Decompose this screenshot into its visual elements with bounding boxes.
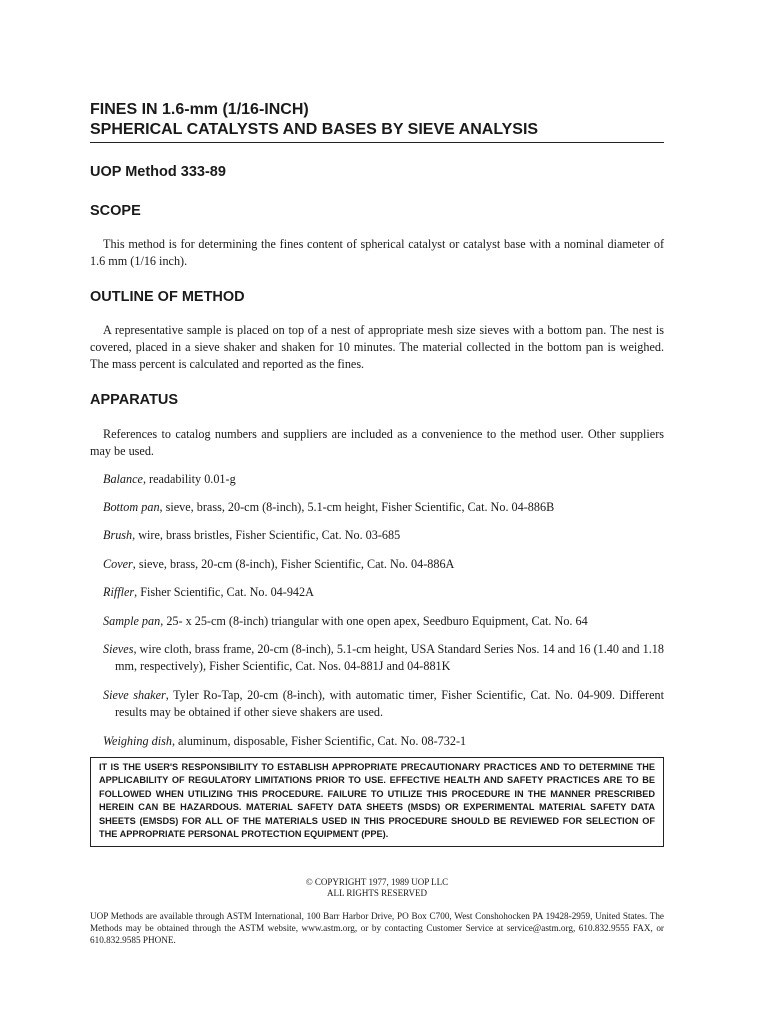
apparatus-item: Sieve shaker, Tyler Ro-Tap, 20-cm (8-inch), with automatic timer, Fisher Scientific, Cat. No. 04-909. Different results may be obtained if other sieve shakers are used.: [103, 688, 664, 719]
apparatus-item: Sample pan, 25- x 25-cm (8-inch) triangular with one open apex, Seedburo Equipment, Cat. No. 64: [103, 614, 588, 628]
outline-text: A representative sample is placed on top of a nest of appropriate mesh size sieves with a bottom pan. The nest is covered, placed in a sieve shaker and shaken for 10 minutes. The material collected in the bottom pan is weighed. The mass percent is calculated and reported as the fines.: [90, 323, 664, 371]
copyright-line-1: © COPYRIGHT 1977, 1989 UOP LLC: [305, 877, 449, 887]
copyright-notice: [90, 877, 664, 899]
title-line-2: SPHERICAL CATALYSTS AND BASES BY SIEVE ANALYSIS: [90, 121, 539, 138]
apparatus-item: Weighing dish, aluminum, disposable, Fisher Scientific, Cat. No. 08-732-1: [103, 734, 467, 748]
apparatus-item: Balance, readability 0.01-g: [103, 472, 236, 486]
apparatus-item: Sieves, wire cloth, brass frame, 20-cm (8-inch), 5.1-cm height, USA Standard Series Nos. 14 and 16 (1.40 and 1.18 mm, respectively), Fisher Scientific, Cat. Nos. 04-881J and 04-881K: [103, 642, 664, 673]
apparatus-item: Cover, sieve, brass, 20-cm (8-inch), Fisher Scientific, Cat. No. 04-886A: [103, 557, 455, 571]
outline-heading: OUTLINE OF METHOD: [90, 289, 245, 305]
apparatus-intro: References to catalog numbers and suppliers are included as a convenience to the method user. Other suppliers may be used.: [90, 427, 664, 458]
availability-footer: UOP Methods are available through ASTM International, 100 Barr Harbor Drive, PO Box C700, West Conshohocken PA 19428-2959, United States. The Methods may be obtained through the ASTM website, www.astm.org, or by contacting Customer Service at service@astm.org, 610.832.9555 FAX, or 610.832.9585 PHONE.: [90, 911, 664, 945]
document-title: [90, 100, 664, 143]
title-line-1: FINES IN 1.6-mm (1/16-INCH): [90, 101, 309, 118]
method-number: UOP Method 333-89: [90, 164, 226, 180]
document-body: [90, 100, 664, 143]
safety-warning-box: IT IS THE USER'S RESPONSIBILITY TO ESTABLISH APPROPRIATE PRECAUTIONARY PRACTICES AND TO DETERMINE THE APPLICABILITY OF REGULATORY LIMITATIONS PRIOR TO USE. EFFECTIVE HEALTH AND SAFETY PRACTICES ARE TO BE FOLLOWED WHEN UTILIZING THIS PROCEDURE. FAILURE TO UTILIZE THIS PROCEDURE IN THE MANNER PRESCRIBED HEREIN CAN BE HAZARDOUS. MATERIAL SAFETY DATA SHEETS (MSDS) OR EXPERIMENTAL MATERIAL SAFETY DATA SHEETS (EMSDS) FOR ALL OF THE MATERIALS USED IN THIS PROCEDURE SHOULD BE REVIEWED FOR SELECTION OF THE APPROPRIATE PERSONAL PROTECTION EQUIPMENT (PPE).: [90, 757, 664, 847]
scope-text: This method is for determining the fines content of spherical catalyst or catalyst base with a nominal diameter of 1.6 mm (1/16 inch).: [90, 237, 664, 268]
copyright-line-2: ALL RIGHTS RESERVED: [327, 888, 427, 898]
apparatus-item: Riffler, Fisher Scientific, Cat. No. 04-942A: [103, 585, 314, 599]
apparatus-item: Brush, wire, brass bristles, Fisher Scientific, Cat. No. 03-685: [103, 528, 401, 542]
apparatus-item: Bottom pan, sieve, brass, 20-cm (8-inch), 5.1-cm height, Fisher Scientific, Cat. No. 04-886B: [103, 500, 555, 514]
apparatus-heading: APPARATUS: [90, 392, 179, 408]
scope-heading: SCOPE: [90, 203, 141, 219]
